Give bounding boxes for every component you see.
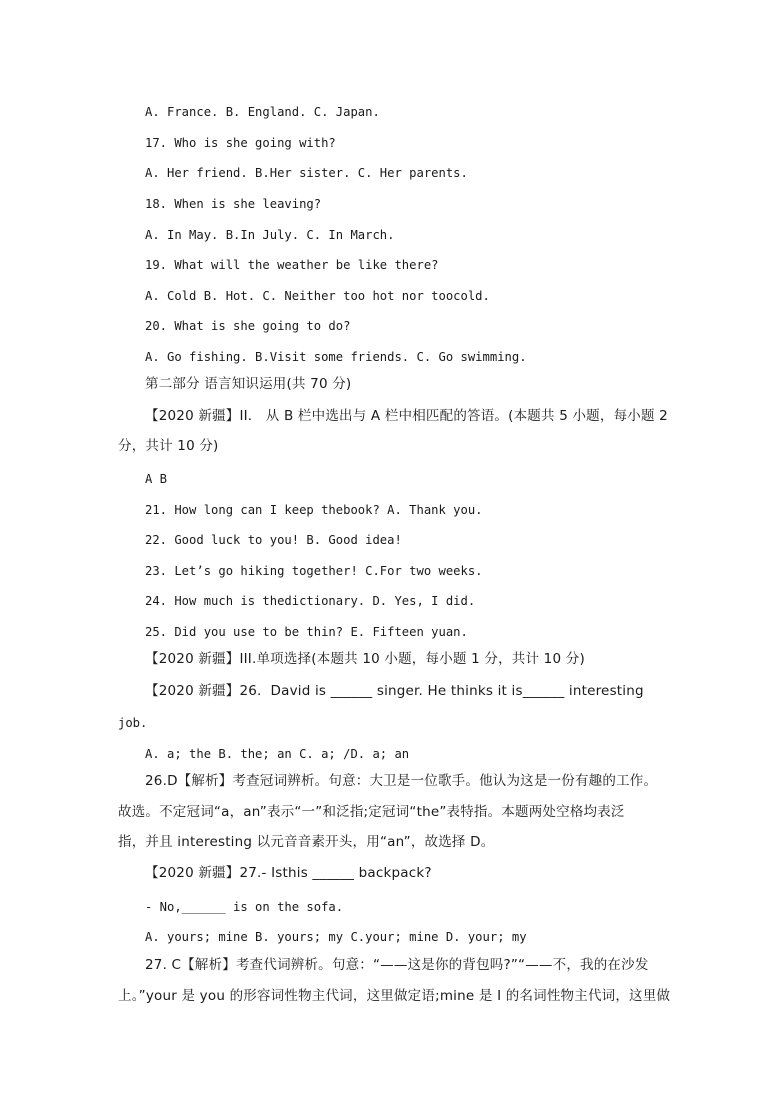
q23-match: 23. Let’s go hiking together! C.For two weeks. — [145, 564, 483, 578]
q21-match: 21. How long can I keep thebook? A. Thank you. — [145, 503, 483, 517]
q27-analysis-cont: 上。”your 是 you 的形容词性物主代词，这里做定语;mine 是 I 的名词性物主代词，这里做 — [118, 988, 671, 1004]
q26-question: 【2020 新疆】26. David is ______ singer. He thinks it is______ interesting — [145, 683, 644, 699]
q18-question: 18. When is she leaving? — [145, 197, 322, 211]
q26-analysis-cont-2: 指，并且 interesting 以元音音素开头，用“an”，故选择 D。 — [118, 834, 495, 850]
q27-question-cont: - No,______ is on the sofa. — [145, 900, 344, 914]
column-headers: A B — [145, 472, 168, 486]
q27-question: 【2020 新疆】27.- Isthis ______ backpack? — [145, 865, 432, 881]
section-ii-instruction-cont: 分，共计 10 分) — [118, 438, 219, 454]
q19-question: 19. What will the weather be like there? — [145, 258, 439, 272]
q20-question: 20. What is she going to do? — [145, 319, 351, 333]
section-iii-heading: 【2020 新疆】III.单项选择(本题共 10 小题，每小题 1 分，共计 10 分) — [145, 651, 585, 667]
q17-options: A. Her friend. B.Her sister. C. Her parents. — [145, 166, 468, 180]
q27-analysis: 27. C【解析】考查代词辨析。句意：“——这是你的背包吗?”“——不，我的在沙发 — [145, 957, 649, 973]
q24-match: 24. How much is thedictionary. D. Yes, I did. — [145, 594, 476, 608]
q26-question-cont: job. — [118, 716, 148, 730]
q27-options: A. yours; mine B. yours; my C.your; mine D. your; my — [145, 930, 527, 944]
q19-options: A. Cold B. Hot. C. Neither too hot nor toocold. — [145, 289, 490, 303]
q20-options: A. Go fishing. B.Visit some friends. C. Go swimming. — [145, 350, 527, 364]
q18-options: A. In May. B.In July. C. In March. — [145, 228, 395, 242]
q26-analysis: 26.D【解析】考查冠词辨析。句意：大卫是一位歌手。他认为这是一份有趣的工作。 — [145, 773, 658, 789]
q17-question: 17. Who is she going with? — [145, 136, 336, 150]
section-heading: 第二部分 语言知识运用(共 70 分) — [145, 376, 352, 392]
q16-options: A. France. B. England. C. Japan. — [145, 105, 380, 119]
q22-match: 22. Good luck to you! B. Good idea! — [145, 533, 402, 547]
q26-analysis-cont-1: 故选。不定冠词“a，an”表示“一”和泛指;定冠词“the”表特指。本题两处空格均表泛 — [118, 804, 625, 820]
section-ii-instruction: 【2020 新疆】II. 从 B 栏中选出与 A 栏中相匹配的答语。(本题共 5 小题，每小题 2 — [145, 408, 668, 424]
q26-options: A. a; the B. the; an C. a; /D. a; an — [145, 747, 410, 761]
q25-match: 25. Did you use to be thin? E. Fifteen yuan. — [145, 625, 468, 639]
